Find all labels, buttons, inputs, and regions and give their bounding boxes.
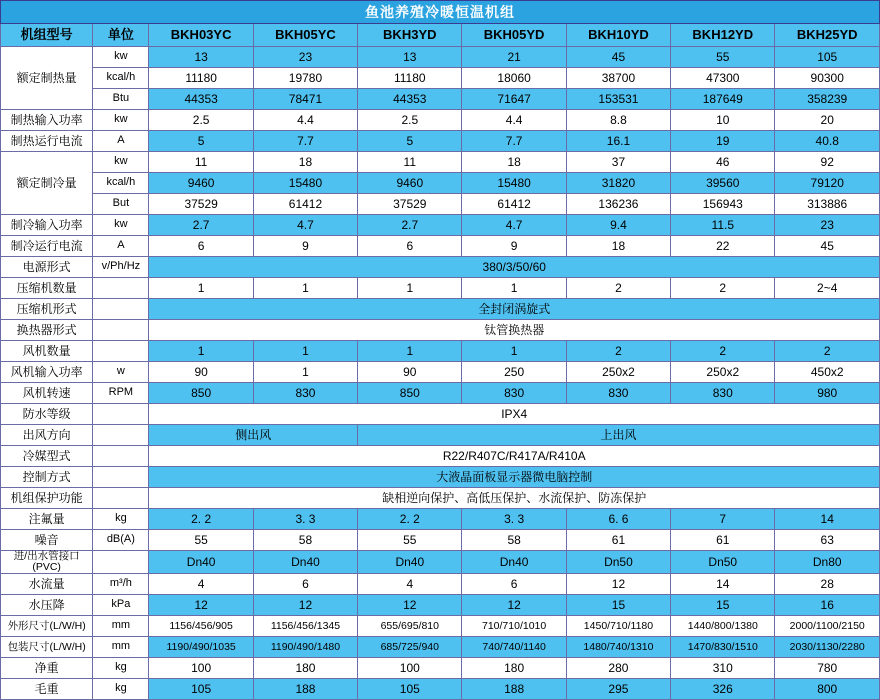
cell-value: 740/740/1140	[462, 637, 566, 658]
cell-value: 830	[462, 383, 566, 404]
cell-value: 1440/800/1380	[671, 616, 775, 637]
column-header-model-6: BKH12YD	[671, 24, 775, 47]
cell-value: 19	[671, 131, 775, 152]
cell-value: 1	[253, 362, 357, 383]
cell-value: 18	[566, 236, 670, 257]
row-unit: kw	[93, 110, 149, 131]
column-header-model-1: BKH03YC	[149, 24, 253, 47]
cell-value: 11180	[358, 68, 462, 89]
column-header-model-2: BKH05YC	[253, 24, 357, 47]
row-label: 进/出水管接口(PVC)	[1, 551, 93, 574]
row-unit	[93, 467, 149, 488]
cell-value: 18	[462, 152, 566, 173]
cell-value: 14	[775, 509, 880, 530]
cell-value: 1190/490/1035	[149, 637, 253, 658]
page-title: 鱼池养殖冷暖恒温机组	[1, 1, 880, 24]
cell-value: 187649	[671, 89, 775, 110]
row-unit: dB(A)	[93, 530, 149, 551]
cell-value: 313886	[775, 194, 880, 215]
cell-value: 7.7	[253, 131, 357, 152]
cell-value: Dn40	[149, 551, 253, 574]
cell-value: 4	[358, 574, 462, 595]
row-label: 水流量	[1, 574, 93, 595]
cell-value: 830	[671, 383, 775, 404]
row-label: 水压降	[1, 595, 93, 616]
merged-value: 缺相逆向保护、高低压保护、水流保护、防冻保护	[149, 488, 880, 509]
cell-value: 685/725/940	[358, 637, 462, 658]
row-unit	[93, 404, 149, 425]
cell-value: 100	[149, 658, 253, 679]
cell-value: 61	[566, 530, 670, 551]
cell-value: 8.8	[566, 110, 670, 131]
table-row	[1, 215, 880, 236]
merged-value: 钛管换热器	[149, 320, 880, 341]
cell-value: 1470/830/1510	[671, 637, 775, 658]
cell-value: 39560	[671, 173, 775, 194]
row-label: 控制方式	[1, 467, 93, 488]
split-value: 侧出风	[149, 425, 358, 446]
cell-value: 9.4	[566, 215, 670, 236]
table-row	[1, 425, 880, 446]
cell-value: 15	[671, 595, 775, 616]
row-unit	[93, 320, 149, 341]
cell-value: 2.5	[358, 110, 462, 131]
cell-value: 16	[775, 595, 880, 616]
cell-value: 2	[671, 341, 775, 362]
cell-value: 4.7	[462, 215, 566, 236]
cell-value: 61412	[253, 194, 357, 215]
table-row	[1, 299, 880, 320]
cell-value: 2.7	[149, 215, 253, 236]
row-unit: kg	[93, 679, 149, 700]
title-row	[1, 1, 880, 24]
table-row	[1, 616, 880, 637]
cell-value: 5	[358, 131, 462, 152]
row-label: 压缩机形式	[1, 299, 93, 320]
row-label: 毛重	[1, 679, 93, 700]
cell-value: 47300	[671, 68, 775, 89]
row-label: 制冷输入功率	[1, 215, 93, 236]
cell-value: Dn40	[462, 551, 566, 574]
table-row	[1, 173, 880, 194]
cell-value: 92	[775, 152, 880, 173]
cell-value: 6	[462, 574, 566, 595]
cell-value: 12	[358, 595, 462, 616]
column-header-model-4: BKH05YD	[462, 24, 566, 47]
column-header-model-5: BKH10YD	[566, 24, 670, 47]
cell-value: 58	[462, 530, 566, 551]
column-header-model-7: BKH25YD	[775, 24, 880, 47]
cell-value: 2.5	[149, 110, 253, 131]
cell-value: 37529	[149, 194, 253, 215]
table-header-row	[1, 24, 880, 47]
cell-value: 58	[253, 530, 357, 551]
cell-value: 45	[775, 236, 880, 257]
cell-value: 1156/456/905	[149, 616, 253, 637]
cell-value: 31820	[566, 173, 670, 194]
row-unit: kcal/h	[93, 173, 149, 194]
row-unit	[93, 488, 149, 509]
cell-value: 2. 2	[358, 509, 462, 530]
row-label: 外形尺寸(L/W/H)	[1, 616, 93, 637]
merged-value: 全封闭涡旋式	[149, 299, 880, 320]
cell-value: 55	[671, 47, 775, 68]
table-row	[1, 679, 880, 700]
row-label: 风机转速	[1, 383, 93, 404]
row-label: 制热运行电流	[1, 131, 93, 152]
cell-value: 358239	[775, 89, 880, 110]
table-row	[1, 574, 880, 595]
cell-value: 90	[358, 362, 462, 383]
cell-value: 12	[566, 574, 670, 595]
row-label: 风机输入功率	[1, 362, 93, 383]
cell-value: 11	[149, 152, 253, 173]
cell-value: 7	[671, 509, 775, 530]
cell-value: 1156/456/1345	[253, 616, 357, 637]
row-unit: A	[93, 236, 149, 257]
table-row	[1, 595, 880, 616]
row-unit	[93, 551, 149, 574]
cell-value: 1	[462, 341, 566, 362]
cell-value: 156943	[671, 194, 775, 215]
cell-value: 1	[149, 278, 253, 299]
cell-value: 37	[566, 152, 670, 173]
cell-value: 38700	[566, 68, 670, 89]
row-unit	[93, 446, 149, 467]
cell-value: 20	[775, 110, 880, 131]
cell-value: Dn50	[671, 551, 775, 574]
cell-value: 1	[358, 341, 462, 362]
cell-value: 61412	[462, 194, 566, 215]
table-row	[1, 194, 880, 215]
cell-value: 22	[671, 236, 775, 257]
row-label: 电源形式	[1, 257, 93, 278]
table-row	[1, 509, 880, 530]
cell-value: 2. 2	[149, 509, 253, 530]
cell-value: 280	[566, 658, 670, 679]
cell-value: 250	[462, 362, 566, 383]
cell-value: 180	[253, 658, 357, 679]
cell-value: 830	[566, 383, 670, 404]
row-unit: Btu	[93, 89, 149, 110]
cell-value: 3. 3	[462, 509, 566, 530]
cell-value: 71647	[462, 89, 566, 110]
row-label: 制冷运行电流	[1, 236, 93, 257]
row-unit: A	[93, 131, 149, 152]
cell-value: 61	[671, 530, 775, 551]
cell-value: 44353	[149, 89, 253, 110]
row-unit: kw	[93, 47, 149, 68]
split-value: 上出风	[358, 425, 880, 446]
cell-value: 16.1	[566, 131, 670, 152]
cell-value: 40.8	[775, 131, 880, 152]
cell-value: 3. 3	[253, 509, 357, 530]
cell-value: Dn80	[775, 551, 880, 574]
cell-value: 13	[358, 47, 462, 68]
cell-value: 250x2	[566, 362, 670, 383]
cell-value: 6	[358, 236, 462, 257]
cell-value: 2~4	[775, 278, 880, 299]
row-label: 净重	[1, 658, 93, 679]
cell-value: 37529	[358, 194, 462, 215]
cell-value: 4.4	[462, 110, 566, 131]
cell-value: 4.4	[253, 110, 357, 131]
cell-value: 11.5	[671, 215, 775, 236]
row-unit: mm	[93, 637, 149, 658]
row-unit: mm	[93, 616, 149, 637]
cell-value: 55	[149, 530, 253, 551]
row-unit: w	[93, 362, 149, 383]
row-label: 换热器形式	[1, 320, 93, 341]
merged-value: 380/3/50/60	[149, 257, 880, 278]
cell-value: 6. 6	[566, 509, 670, 530]
cell-value: 136236	[566, 194, 670, 215]
cell-value: 12	[149, 595, 253, 616]
cell-value: 850	[149, 383, 253, 404]
row-label: 出风方向	[1, 425, 93, 446]
cell-value: 830	[253, 383, 357, 404]
table-row	[1, 110, 880, 131]
merged-value: 大液晶面板显示器微电脑控制	[149, 467, 880, 488]
cell-value: 450x2	[775, 362, 880, 383]
cell-value: 800	[775, 679, 880, 700]
cell-value: 7.7	[462, 131, 566, 152]
cell-value: 21	[462, 47, 566, 68]
cell-value: 14	[671, 574, 775, 595]
cell-value: 1190/490/1480	[253, 637, 357, 658]
cell-value: 310	[671, 658, 775, 679]
row-label: 压缩机数量	[1, 278, 93, 299]
cell-value: 79120	[775, 173, 880, 194]
cell-value: 2030/1130/2280	[775, 637, 880, 658]
column-header-model-3: BKH3YD	[358, 24, 462, 47]
cell-value: Dn40	[253, 551, 357, 574]
row-unit: kw	[93, 152, 149, 173]
table-row	[1, 152, 880, 173]
row-unit: kw	[93, 215, 149, 236]
row-unit: m³/h	[93, 574, 149, 595]
cell-value: 780	[775, 658, 880, 679]
table-row	[1, 637, 880, 658]
row-group-label: 额定制热量	[1, 47, 93, 110]
cell-value: 1	[149, 341, 253, 362]
table-row	[1, 467, 880, 488]
row-unit: But	[93, 194, 149, 215]
cell-value: 10	[671, 110, 775, 131]
row-unit	[93, 278, 149, 299]
cell-value: 980	[775, 383, 880, 404]
column-header-unit: 单位	[93, 24, 149, 47]
row-label: 防水等级	[1, 404, 93, 425]
cell-value: 2	[566, 278, 670, 299]
cell-value: 1	[253, 278, 357, 299]
cell-value: 28	[775, 574, 880, 595]
cell-value: 9	[253, 236, 357, 257]
cell-value: 12	[253, 595, 357, 616]
row-label: 注氟量	[1, 509, 93, 530]
cell-value: 23	[253, 47, 357, 68]
cell-value: 78471	[253, 89, 357, 110]
cell-value: 18	[253, 152, 357, 173]
cell-value: 1480/740/1310	[566, 637, 670, 658]
row-label: 风机数量	[1, 341, 93, 362]
row-label: 制热输入功率	[1, 110, 93, 131]
cell-value: 2	[671, 278, 775, 299]
cell-value: 180	[462, 658, 566, 679]
cell-value: 295	[566, 679, 670, 700]
table-row	[1, 488, 880, 509]
cell-value: 100	[358, 658, 462, 679]
table-row	[1, 257, 880, 278]
cell-value: 5	[149, 131, 253, 152]
row-unit: RPM	[93, 383, 149, 404]
cell-value: 63	[775, 530, 880, 551]
row-group-label: 额定制冷量	[1, 152, 93, 215]
cell-value: 188	[462, 679, 566, 700]
cell-value: 11	[358, 152, 462, 173]
cell-value: 2	[566, 341, 670, 362]
cell-value: 19780	[253, 68, 357, 89]
cell-value: 6	[253, 574, 357, 595]
cell-value: 250x2	[671, 362, 775, 383]
table-row	[1, 530, 880, 551]
cell-value: 11180	[149, 68, 253, 89]
row-unit: kPa	[93, 595, 149, 616]
cell-value: 18060	[462, 68, 566, 89]
cell-value: 1450/710/1180	[566, 616, 670, 637]
row-label: 机组保护功能	[1, 488, 93, 509]
table-row	[1, 89, 880, 110]
cell-value: 13	[149, 47, 253, 68]
cell-value: 655/695/810	[358, 616, 462, 637]
cell-value: 55	[358, 530, 462, 551]
cell-value: 326	[671, 679, 775, 700]
row-label: 冷媒型式	[1, 446, 93, 467]
cell-value: 9460	[149, 173, 253, 194]
merged-value: R22/R407C/R417A/R410A	[149, 446, 880, 467]
cell-value: 105	[149, 679, 253, 700]
table-row	[1, 551, 880, 574]
table-row	[1, 320, 880, 341]
cell-value: 23	[775, 215, 880, 236]
cell-value: 15480	[253, 173, 357, 194]
cell-value: 2	[775, 341, 880, 362]
cell-value: 153531	[566, 89, 670, 110]
table-row	[1, 383, 880, 404]
table-row	[1, 236, 880, 257]
table-row	[1, 341, 880, 362]
table-row	[1, 446, 880, 467]
cell-value: 188	[253, 679, 357, 700]
table-row	[1, 47, 880, 68]
column-header-model: 机组型号	[1, 24, 93, 47]
merged-value: IPX4	[149, 404, 880, 425]
row-unit	[93, 425, 149, 446]
row-unit: kcal/h	[93, 68, 149, 89]
cell-value: 90	[149, 362, 253, 383]
row-unit: kg	[93, 509, 149, 530]
cell-value: 90300	[775, 68, 880, 89]
row-unit	[93, 299, 149, 320]
cell-value: 9	[462, 236, 566, 257]
cell-value: 850	[358, 383, 462, 404]
cell-value: 15	[566, 595, 670, 616]
cell-value: 2000/1100/2150	[775, 616, 880, 637]
table-row	[1, 68, 880, 89]
row-label: 噪音	[1, 530, 93, 551]
cell-value: 4.7	[253, 215, 357, 236]
cell-value: 15480	[462, 173, 566, 194]
row-unit: kg	[93, 658, 149, 679]
table-row	[1, 131, 880, 152]
cell-value: 1	[253, 341, 357, 362]
table-row	[1, 278, 880, 299]
cell-value: 6	[149, 236, 253, 257]
cell-value: 12	[462, 595, 566, 616]
row-unit	[93, 341, 149, 362]
row-label: 包装尺寸(L/W/H)	[1, 637, 93, 658]
cell-value: Dn40	[358, 551, 462, 574]
cell-value: 710/710/1010	[462, 616, 566, 637]
cell-value: 44353	[358, 89, 462, 110]
cell-value: 9460	[358, 173, 462, 194]
table-row	[1, 658, 880, 679]
cell-value: 2.7	[358, 215, 462, 236]
cell-value: Dn50	[566, 551, 670, 574]
cell-value: 105	[775, 47, 880, 68]
cell-value: 46	[671, 152, 775, 173]
table-row	[1, 404, 880, 425]
cell-value: 4	[149, 574, 253, 595]
cell-value: 1	[462, 278, 566, 299]
table-row	[1, 362, 880, 383]
row-unit: v/Ph/Hz	[93, 257, 149, 278]
cell-value: 105	[358, 679, 462, 700]
cell-value: 1	[358, 278, 462, 299]
cell-value: 45	[566, 47, 670, 68]
